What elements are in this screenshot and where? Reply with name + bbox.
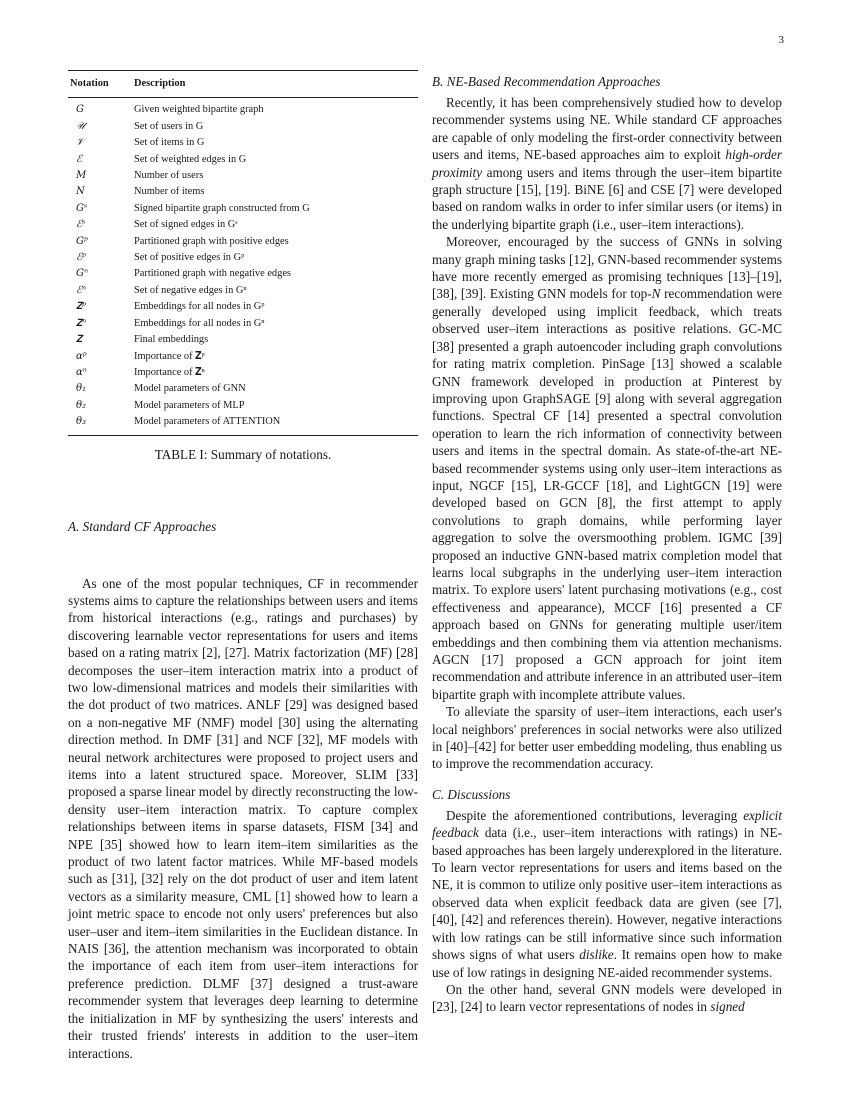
notation-description: Partitioned graph with positive edges [134,235,289,247]
notation-symbol: Gˢ [76,202,88,214]
notation-symbol: θ₂ [76,399,87,411]
table-header-row [68,71,418,98]
notation-symbol: G [76,104,84,116]
table-row [68,332,418,348]
emphasis-text: explicit feedback [432,807,782,841]
text-run: recommendation were generally developed using implicit feedback, which treats observed user–item interactions as positive relations. GC-MC [38] presented a graph autoencoder including graph convolutions for rating matrix completion. PinSage [13] showed a scalable GNN framework developed in production at Pinterest by improving upon GraphSAGE [9] along with several aggregation functions. Spectral CF [14] presented a spectral convolution operation to learn the rich information of connectivity between users and items in the spectral domain. As state-of-the-art NE-based recommender systems using only user–item interactions as input, NGCF [15], LR-GCCF [18], and LightGCN [19] were developed based on GCN [8], the first attempt to apply convolutions to graph domains, while performing layer aggregation to solve the oversmoothing problem. IGMC [39] proposed an inductive GNN-based matrix completion model that learns local subgraphs in the underlying user–item interaction matrix. To explore users' latent purchasing motivations (e.g., cost effectiveness and appearance), MCCF [16] presented a CF approach based on GNNs for generating multiple user/item embeddings and then combining them via attention mechanisms. AGCN [17] proposed a GCN approach for joint item recommendation and attribute inference in an attributed user–item bipartite graph with incomplete attribute values. [432,286,782,702]
notation-symbol: Gᵖ [76,235,88,247]
notation-description: Embeddings for all nodes in Gᵖ [134,301,265,313]
notation-description: Given weighted bipartite graph [134,104,264,116]
emphasis-text: N [651,286,661,302]
table-row [68,201,418,217]
notation-description: Embeddings for all nodes in Gⁿ [134,317,265,329]
emphasis-text: dislike [579,947,614,963]
section-heading-ne-based: B. NE-Based Recommendation Approaches [432,74,661,89]
text-run: Moreover, encouraged by the success of GNNs in solving many graph mining tasks [12], GNN-based recommender systems have more recently emerged as promising techniques [13]–[19], [38], [39]. Existing GNN models for top- [432,234,782,302]
table-row [68,414,418,435]
emphasis-text: high-order proximity [432,147,782,180]
table-row [68,266,418,282]
notation-description: Signed bipartite graph constructed from G [134,202,310,214]
notation-description: Set of positive edges in Gᵖ [134,252,245,264]
notation-symbol: 𝐙ᵖ [76,301,87,313]
notation-symbol: M [76,170,87,182]
notation-symbol: ℰ [76,153,83,165]
notation-symbol: αᵖ [76,350,87,362]
table-row [68,283,418,299]
right-column [432,74,782,1016]
notation-symbol: ℰᵖ [76,252,87,264]
table-header-description: Description [134,71,418,98]
notation-description: Number of items [134,186,205,198]
section-heading-standard-cf: A. Standard CF Approaches [68,518,217,534]
text-run: among users and items through the user–item bipartite graph structure [15], [19]. BiNE [6] and CSE [7] were developed based on random walks in order to infer similar users (or items) in the underlying bipartite graph (i.e., user–item interactions). [432,164,782,232]
notation-description: Final embeddings [134,334,209,346]
discussions-paragraph-1 [432,807,782,981]
notation-description: Set of items in G [134,137,205,149]
notation-symbol: ℰⁿ [76,284,87,296]
notation-description: Importance of 𝐙ᵖ [134,350,205,362]
ne-based-paragraph-2 [432,233,782,703]
table-row [68,316,418,332]
notation-description: Model parameters of MLP [134,399,245,411]
table-row [68,234,418,250]
table-row [68,250,418,266]
ne-based-paragraph-1 [432,94,782,233]
table-row [68,398,418,414]
table-row [68,184,418,200]
table-row [68,381,418,397]
notation-description: Number of users [134,170,204,182]
left-column [68,70,418,1062]
table-caption: TABLE I: Summary of notations. [154,446,332,462]
text-run: data (i.e., user–item interactions with ratings) in NE-based approaches has been largely underexplored in the literature. To learn vector representations for users and items based on the NE, it is common to utilize only positive user–item interactions as observed data when explicit feedback data are given (see [7], [40], [42] and references therein). However, negative interactions with low ratings can be still informative since such information shows signs of what users [432,825,782,963]
emphasis-text: signed [710,999,745,1015]
text-run: Recently, it has been comprehensively studied how to develop recommender systems using NE. While standard CF approaches are capable of only modeling the first-order connectivity between users and items, NE-based approaches aim to exploit [432,95,782,163]
notation-description: Set of weighted edges in G [134,153,247,165]
notation-description: Model parameters of GNN [134,383,246,395]
notation-description: Importance of 𝐙ⁿ [134,366,205,378]
notation-symbol: 𝐙 [76,334,83,346]
standard-cf-paragraph: As one of the most popular techniques, CF in recommender systems aims to capture the relationships between users and items from historical interactions (e.g., ratings and purchases) by discovering learnable vector representations for users and items based on a rating matrix [2], [27]. Matrix factorization (MF) [28] decomposes the user–item interaction matrix into a product of two low-dimensional matrices and models their similarities with the dot product of two matrices. ANLF [29] was designed based on a non-negative MF (NMF) model [30] using the alternating direction method. In DMF [31] and NCF [32], MF models with neural network architectures were proposed to project users and items into a latent structured space. Moreover, SLIM [33] proposed a sparse linear model by directly reconstructing the low-density user–item interaction matrix. To capture complex relationships between items in sparse datasets, FISM [34] and NPE [35] showed how to learn item–item similarities as the product of two latent factor matrices. While MF-based models such as [31], [32] rely on the dot product of user and item latent vectors as a similarity measure, CML [1] showed how to learn a joint metric space to encode not only users' preferences but also user–user and item–item similarities in the Euclidean distance. In NAIS [36], the attention mechanism was incorporated to obtain the importance of each item from user–item interactions for preference prediction. DLMF [37] designed a trust-aware recommender system that leverages deep learning to determine the initialization in MF by synthesizing the users' interests and their trusted friends' interests in addition to the user–item interactions. [68,575,418,1061]
notation-description: Partitioned graph with negative edges [134,268,291,280]
table-row [68,365,418,381]
text-run: Despite the aforementioned contributions, leveraging [446,807,744,823]
table-row [68,119,418,135]
table-row [68,168,418,184]
notation-description: Model parameters of ATTENTION [134,414,418,435]
notation-symbol: 𝒱 [76,137,85,149]
table-row [68,98,418,119]
table-row [68,299,418,315]
table-row [68,349,418,365]
text-run: . It remains open how to make use of low ratings in designing NE-aided recommender systems. [432,947,782,980]
table-row [68,152,418,168]
table-header-notation: Notation [68,71,134,98]
ne-based-paragraph-3: To alleviate the sparsity of user–item interactions, each user's local neighbors' preferences in social networks were also utilized in [40]–[42] for better user embedding modeling, thus enabling us to improve the recommendation accuracy. [432,704,782,772]
discussions-paragraph-2 [432,981,782,1016]
notation-table-wrap [68,70,418,463]
notation-symbol: 𝐙ⁿ [76,317,87,329]
notation-symbol: θ₁ [76,383,87,395]
notation-symbol: θ₃ [68,414,134,435]
text-run: On the other hand, several GNN models were developed in [23], [24] to learn vector representations of nodes in [432,981,782,1015]
page-number: 3 [778,34,784,46]
notation-table [68,70,418,436]
notation-symbol: N [76,186,85,198]
notation-symbol: 𝒰 [76,120,85,132]
notation-symbol: Gⁿ [76,268,89,280]
notation-description: Set of negative edges in Gⁿ [134,284,247,296]
notation-description: Set of signed edges in Gˢ [134,219,238,231]
notation-description: Set of users in G [134,120,204,132]
table-row [68,217,418,233]
section-heading-discussions: C. Discussions [432,786,511,802]
notation-symbol: ℰˢ [76,219,86,231]
notation-symbol: αⁿ [76,366,87,378]
table-row [68,135,418,151]
